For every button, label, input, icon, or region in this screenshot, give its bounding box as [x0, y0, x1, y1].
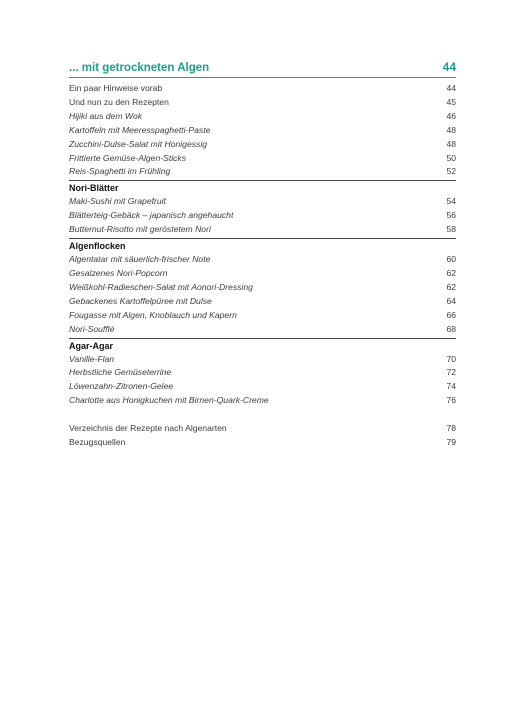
recipe-page: 72	[446, 367, 456, 378]
recipe-entry[interactable]	[69, 110, 456, 124]
recipe-title: Charlotte aus Honigkuchen mit Birnen-Quark-Creme	[69, 395, 269, 406]
recipe-entry[interactable]	[69, 295, 456, 309]
recipe-page: 64	[446, 295, 456, 306]
recipe-title: Herbstliche Gemüseterrine	[69, 367, 172, 378]
recipe-entry[interactable]	[69, 380, 456, 394]
toc-entry[interactable]	[69, 82, 456, 96]
chapter-page-number: 44	[442, 60, 456, 74]
recipe-entry[interactable]	[69, 309, 456, 323]
recipe-page: 62	[446, 281, 456, 292]
recipe-title: Weißkohl-Radieschen-Salat mit Aonori-Dressing	[69, 281, 253, 292]
recipe-page: 48	[446, 138, 456, 149]
recipe-entry[interactable]	[69, 353, 456, 367]
entry-title: Verzeichnis der Rezepte nach Algenarten	[69, 423, 227, 434]
chapter-title: ... mit getrockneten Algen	[69, 62, 210, 74]
recipe-page: 68	[446, 323, 456, 334]
entry-title: Bezugsquellen	[69, 437, 126, 448]
recipe-entry[interactable]	[69, 223, 456, 237]
recipe-title: Hijiki aus dem Wok	[69, 110, 143, 121]
recipe-title: Maki-Sushi mit Grapefruit	[69, 196, 166, 207]
table-of-contents	[69, 60, 456, 450]
recipe-entry[interactable]	[69, 209, 456, 223]
toc-entry[interactable]	[69, 422, 456, 436]
recipe-page: 76	[446, 395, 456, 406]
spacer	[69, 408, 456, 422]
toc-entry[interactable]	[69, 96, 456, 110]
recipe-page: 48	[446, 124, 456, 135]
recipe-entry[interactable]	[69, 366, 456, 380]
recipe-entry[interactable]	[69, 323, 456, 337]
recipe-title: Butternut-Risotto mit geröstetem Nori	[69, 224, 211, 235]
recipe-page: 62	[446, 267, 456, 278]
recipe-title: Zucchini-Dulse-Salat mit Honigessig	[69, 138, 208, 149]
recipe-title: Reis-Spaghetti im Frühling	[69, 166, 171, 177]
recipe-entry[interactable]	[69, 195, 456, 209]
recipe-title: Fougasse mit Algen, Knoblauch und Kapern	[69, 309, 237, 320]
recipe-entry[interactable]	[69, 253, 456, 267]
recipe-page: 54	[446, 196, 456, 207]
recipe-title: Frittierte Gemüse-Algen-Sticks	[69, 152, 187, 163]
entry-title: Und nun zu den Rezepten	[69, 96, 169, 107]
recipe-entry[interactable]	[69, 152, 456, 166]
entry-page: 78	[446, 423, 456, 434]
recipe-page: 74	[446, 381, 456, 392]
section-heading-agar-agar: Agar-Agar	[69, 338, 456, 353]
entry-page: 45	[446, 96, 456, 107]
entry-page: 44	[446, 83, 456, 93]
entry-title: Ein paar Hinweise vorab	[69, 83, 163, 93]
recipe-title: Algentatar mit säuerlich-frischer Note	[69, 254, 211, 265]
recipe-page: 70	[446, 353, 456, 364]
recipe-page: 56	[446, 210, 456, 221]
recipe-title: Blätterteig-Gebäck – japanisch angehaucht	[69, 210, 234, 221]
recipe-page: 58	[446, 224, 456, 235]
recipe-title: Vanille-Flan	[69, 353, 115, 364]
recipe-page: 50	[446, 152, 456, 163]
toc-entry[interactable]	[69, 436, 456, 450]
recipe-title: Gesalzenes Nori-Popcorn	[69, 267, 168, 278]
recipe-entry[interactable]	[69, 124, 456, 138]
recipe-entry[interactable]	[69, 267, 456, 281]
recipe-entry[interactable]	[69, 138, 456, 152]
recipe-entry[interactable]	[69, 394, 456, 408]
recipe-page: 60	[446, 254, 456, 265]
recipe-page: 66	[446, 309, 456, 320]
recipe-entry[interactable]	[69, 165, 456, 179]
recipe-page: 52	[446, 166, 456, 177]
entry-page: 79	[446, 437, 456, 448]
recipe-title: Löwenzahn-Zitronen-Gelee	[69, 381, 174, 392]
chapter-heading	[69, 60, 456, 78]
section-heading-algenflocken: Algenflocken	[69, 238, 456, 253]
recipe-entry[interactable]	[69, 281, 456, 295]
recipe-title: Kartoffeln mit Meeresspaghetti-Paste	[69, 124, 211, 135]
recipe-title: Gebackenes Kartoffelpüree mit Dulse	[69, 295, 212, 306]
section-heading-nori: Nori-Blätter	[69, 180, 456, 195]
recipe-page: 46	[446, 110, 456, 121]
recipe-title: Nori-Soufflé	[69, 323, 115, 334]
